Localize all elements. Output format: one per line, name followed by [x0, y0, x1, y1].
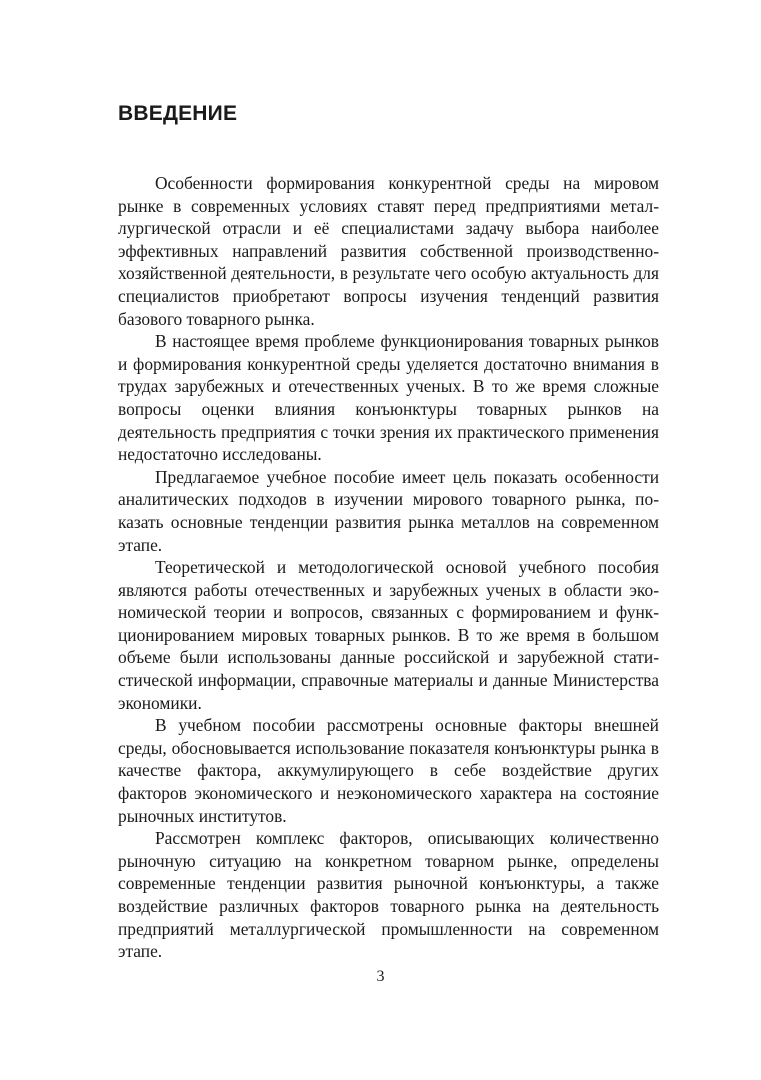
paragraph-4: Теоретической и методологической основой учебного пособия являются работы отечественных и зарубежных ученых в области экономической теории и вопросов, связанных с формированием и функционированием мировых товарных рынков. В то же время в большом объеме были использованы данные российской и зарубежной статистической информации, справочные материалы и данные Министерства экономики. [118, 557, 659, 713]
page-number: 3 [376, 968, 385, 985]
body-text [118, 172, 659, 963]
paragraph-2: В настоящее время проблеме функционирования товарных рынков и формирования конкурентной среды уделяется достаточно внимания в трудах зарубежных и отечественных ученых. В то же время сложные вопросы оценки влияния конъюнктуры товарных рынков на деятельность предприятия с точки зрения их практического применения недостаточно исследованы. [118, 331, 659, 465]
section-heading: ВВЕДЕНИЕ [118, 102, 238, 125]
paragraph-5: В учебном пособии рассмотрены основные факторы внешней среды, обосновывается использование показателя конъюнктуры рынка в качестве фактора, аккумулирующего в себе воздействие других факторов экономического и неэкономического характера на состояние рыночных институтов. [118, 715, 659, 826]
paragraph-3: Предлагаемое учебное пособие имеет цель показать особенности аналитических подходов в изучении мирового товарного рынка, показать основные тенденции развития рынка металлов на современном этапе. [118, 466, 659, 555]
paragraph-6: Рассмотрен комплекс факторов, описывающих количественно рыночную ситуацию на конкретном товарном рынке, определены современные тенденции развития рыночной конъюнктуры, а также воздействие различных факторов товарного рынка на деятельность предприятий металлургической промышленности на современном этапе. [118, 828, 659, 962]
paragraph-1: Особенности формирования конкурентной среды на мировом рынке в современных условиях ставят перед предприятиями металлургической отрасли и её специалистами задачу выбора наиболее эффективных направлений развития собственной производственно-хозяйственной деятельности, в результате чего особую актуальность для специалистов приобретают вопросы изучения тенденций развития базового товарного рынка. [118, 173, 659, 329]
